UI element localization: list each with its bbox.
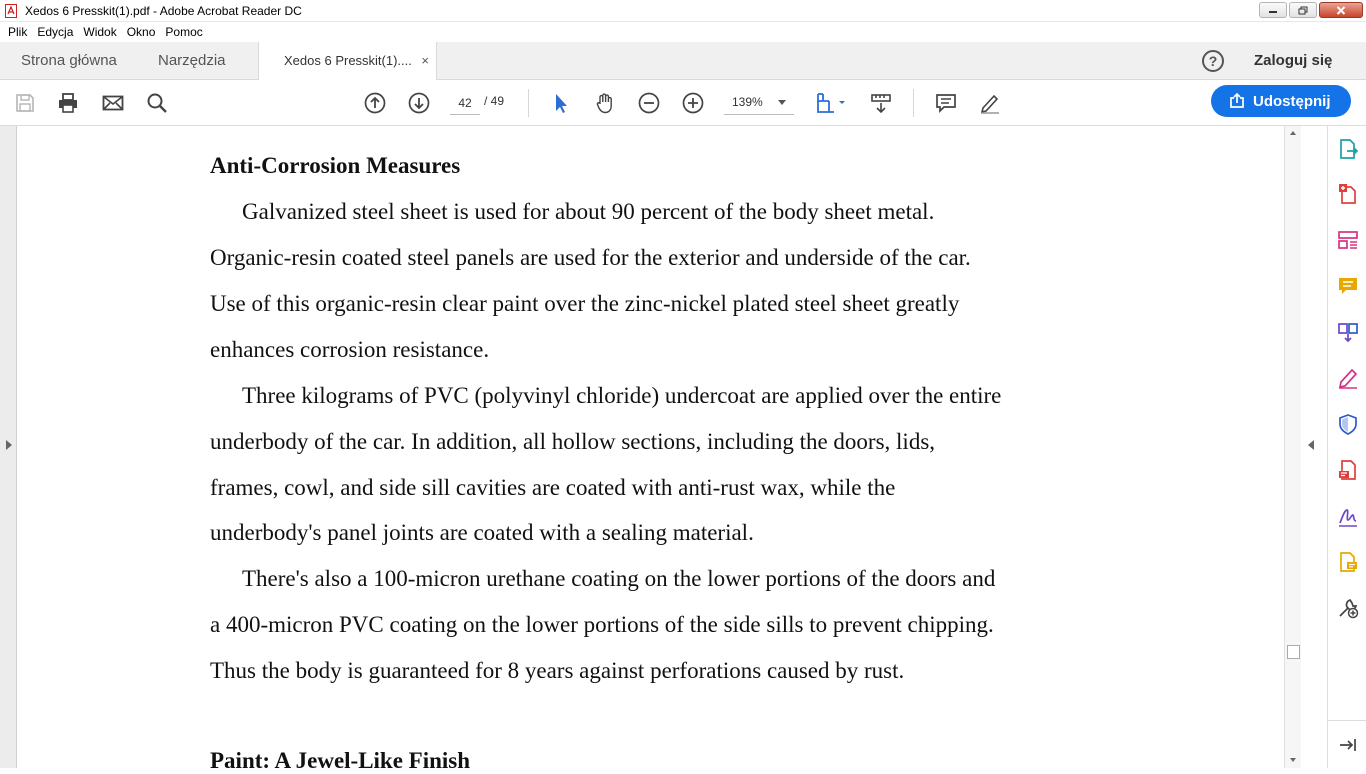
select-tool-button[interactable] <box>549 91 573 115</box>
more-tools-button[interactable] <box>1337 597 1359 619</box>
left-panel-toggle[interactable] <box>0 126 17 768</box>
acrobat-app-icon <box>5 4 17 18</box>
page-down-button[interactable] <box>407 91 431 115</box>
scrollbar-thumb[interactable] <box>1287 645 1300 659</box>
export-pdf-tool[interactable] <box>1337 138 1359 160</box>
menu-window[interactable]: Okno <box>126 25 156 39</box>
pen-icon <box>979 92 1001 114</box>
title-bar <box>0 0 1366 22</box>
menu-file[interactable]: Plik <box>8 25 28 39</box>
close-tab-icon[interactable]: × <box>421 53 429 68</box>
fill-sign-icon <box>1337 367 1359 389</box>
zoom-dropdown[interactable] <box>724 91 794 115</box>
zoom-in-button[interactable] <box>681 91 705 115</box>
share-icon <box>1229 93 1245 109</box>
organize-pages-icon <box>1337 229 1359 251</box>
section-heading: Paint: A Jewel-Like Finish <box>210 748 471 773</box>
section-heading: Anti-Corrosion Measures <box>210 153 461 178</box>
collapse-pane-button[interactable] <box>1337 734 1359 756</box>
hand-tool-button[interactable] <box>593 91 617 115</box>
restore-icon <box>1298 6 1308 15</box>
comment-tool-icon <box>1337 275 1359 297</box>
paragraph-line: There's also a 100-micron urethane coating on the lower portions of the doors and <box>242 566 996 591</box>
toolbar <box>0 80 1366 126</box>
send-review-tool[interactable] <box>1337 551 1359 573</box>
email-icon <box>102 92 124 114</box>
zoom-out-icon <box>638 92 660 114</box>
window-title: Xedos 6 Presskit(1).pdf - Adobe Acrobat Reader DC <box>25 3 302 18</box>
save-icon <box>14 92 36 114</box>
paragraph-line: enhances corrosion resistance. <box>210 337 490 362</box>
collapse-right-icon <box>1308 440 1314 450</box>
collapse-panel-icon <box>1337 734 1359 756</box>
scroll-down-icon[interactable] <box>1290 758 1296 762</box>
comment-tool[interactable] <box>1337 275 1359 297</box>
minimize-button[interactable] <box>1259 2 1287 18</box>
tab-tools[interactable]: Narzędzia <box>158 52 226 69</box>
share-label: Udostępnij <box>1253 92 1331 110</box>
send-signature-tool[interactable] <box>1337 505 1359 527</box>
export-pdf-icon <box>1337 138 1359 160</box>
vertical-scrollbar[interactable] <box>1284 126 1301 768</box>
protect-tool[interactable] <box>1337 413 1359 435</box>
login-link[interactable]: Zaloguj się <box>1254 52 1333 69</box>
pdf-page[interactable] <box>18 126 1284 773</box>
page-up-icon <box>364 92 386 114</box>
scroll-mode-icon <box>870 92 892 114</box>
paragraph-line: Thus the body is guaranteed for 8 years against perforations caused by rust. <box>210 658 905 683</box>
tab-document[interactable] <box>258 42 437 81</box>
select-cursor-icon <box>550 92 572 114</box>
scroll-mode-button[interactable] <box>869 91 893 115</box>
menu-help[interactable]: Pomoc <box>165 25 203 39</box>
minimize-icon <box>1268 6 1278 14</box>
fill-sign-tool[interactable] <box>1337 367 1359 389</box>
tab-document-label: Xedos 6 Presskit(1).... <box>284 53 412 68</box>
organize-pages-tool[interactable] <box>1337 229 1359 251</box>
pdf-convert-icon <box>1337 459 1359 481</box>
paragraph-line: Three kilograms of PVC (polyvinyl chloride) undercoat are applied over the entire <box>242 383 1002 408</box>
comment-icon <box>935 92 957 114</box>
save-button[interactable] <box>13 91 37 115</box>
document-area <box>0 126 1328 773</box>
fit-page-button[interactable] <box>814 91 848 115</box>
send-review-icon <box>1337 551 1359 573</box>
share-button[interactable] <box>1211 85 1351 117</box>
scroll-up-icon[interactable] <box>1290 131 1296 135</box>
paragraph-line: underbody's panel joints are coated with a sealing material. <box>210 520 754 545</box>
email-button[interactable] <box>101 91 125 115</box>
toolbar-divider <box>528 89 529 117</box>
zoom-in-icon <box>682 92 704 114</box>
toolbar-divider <box>913 89 914 117</box>
draw-button[interactable] <box>978 91 1002 115</box>
paragraph-line: underbody of the car. In addition, all hollow sections, including the doors, lids, <box>210 429 936 454</box>
paragraph-line: frames, cowl, and side sill cavities are coated with anti-rust wax, while the <box>210 475 896 500</box>
menu-bar <box>0 22 1366 42</box>
more-tools-icon <box>1337 597 1359 619</box>
page-down-icon <box>408 92 430 114</box>
zoom-out-button[interactable] <box>637 91 661 115</box>
search-button[interactable] <box>145 91 169 115</box>
paragraph-line: Use of this organic-resin clear paint over the zinc-nickel plated steel sheet greatly <box>210 291 960 316</box>
panel-divider <box>1328 720 1366 721</box>
close-icon <box>1336 6 1346 15</box>
close-window-button[interactable] <box>1319 2 1363 18</box>
search-icon <box>146 92 168 114</box>
help-icon[interactable]: ? <box>1202 50 1224 72</box>
hand-icon <box>594 92 616 114</box>
menu-edit[interactable]: Edycja <box>37 25 74 39</box>
page-up-button[interactable] <box>363 91 387 115</box>
send-signature-icon <box>1337 505 1359 527</box>
page-number-input[interactable] <box>450 91 480 115</box>
chevron-down-icon <box>778 100 786 105</box>
create-pdf-tool[interactable] <box>1337 183 1359 205</box>
comment-button[interactable] <box>934 91 958 115</box>
page-total: / 49 <box>484 94 505 108</box>
pdf-convert-tool[interactable] <box>1337 459 1359 481</box>
paragraph-line: Galvanized steel sheet is used for about 90 percent of the body sheet metal. <box>242 199 935 224</box>
combine-files-icon <box>1337 321 1359 343</box>
protect-icon <box>1337 413 1359 435</box>
print-icon <box>57 92 79 114</box>
restore-button[interactable] <box>1289 2 1317 18</box>
print-button[interactable] <box>56 91 80 115</box>
tools-pane <box>1328 126 1366 768</box>
tab-bar <box>0 42 1366 80</box>
expand-left-icon <box>6 440 12 450</box>
zoom-value: 139% <box>732 95 763 109</box>
right-panel-toggle[interactable] <box>1301 126 1328 768</box>
fit-page-icon <box>815 92 847 114</box>
create-pdf-icon <box>1337 183 1359 205</box>
paragraph-line: a 400-micron PVC coating on the lower portions of the side sills to prevent chipping. <box>210 612 994 637</box>
tab-home[interactable]: Strona główna <box>21 52 117 69</box>
paragraph-line: Organic-resin coated steel panels are used for the exterior and underside of the car. <box>210 245 971 270</box>
combine-files-tool[interactable] <box>1337 321 1359 343</box>
menu-view[interactable]: Widok <box>83 25 117 39</box>
